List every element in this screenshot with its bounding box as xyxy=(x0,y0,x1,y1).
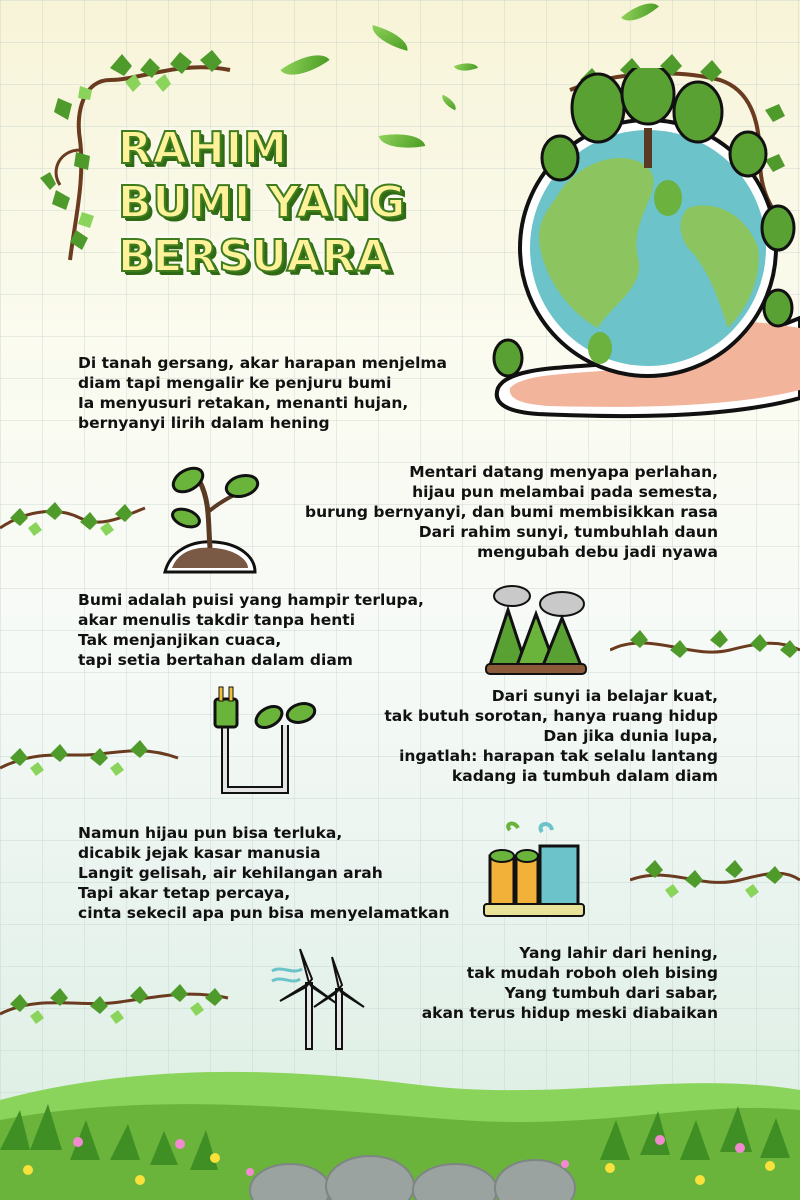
stanza-line: akar menulis takdir tanpa henti xyxy=(78,611,356,629)
sprout-in-soil-icon xyxy=(160,462,260,577)
stanza-line: mengubah debu jadi nyawa xyxy=(477,543,718,561)
globe-in-hand-icon xyxy=(478,68,800,420)
stanza-line: Dari rahim sunyi, tumbuhlah daun xyxy=(418,523,718,541)
stanza-line: tak mudah roboh oleh bising xyxy=(466,964,718,982)
stanza-line: cinta sekecil apa pun bisa menyelamatkan xyxy=(78,904,450,922)
floating-leaf-icon xyxy=(369,25,412,51)
factory-with-plants-icon xyxy=(480,820,590,920)
stanza-line: Dari sunyi ia belajar kuat, xyxy=(491,687,718,705)
floating-leaf-icon xyxy=(454,59,478,76)
floating-leaf-icon xyxy=(621,0,659,30)
stanza-5 xyxy=(78,823,450,923)
stanza-4 xyxy=(384,686,718,786)
stanza-line: Namun hijau pun bisa terluka, xyxy=(78,824,343,842)
floating-leaf-icon xyxy=(439,95,459,111)
stanza-3 xyxy=(78,590,424,670)
stanza-line: Di tanah gersang, akar harapan menjelma xyxy=(78,354,448,372)
vine-icon xyxy=(0,728,180,788)
stanza-line: Yang tumbuh dari sabar, xyxy=(504,984,718,1002)
stanza-line: tak butuh sorotan, hanya ruang hidup xyxy=(384,707,718,725)
title-line-3: BERSUARA xyxy=(118,231,392,282)
plug-with-leaves-icon xyxy=(205,685,320,800)
vine-icon xyxy=(630,850,800,910)
stanza-line: kadang ia tumbuh dalam diam xyxy=(451,767,718,785)
grass-landscape-icon xyxy=(0,1040,800,1200)
stanza-2 xyxy=(305,462,718,562)
stanza-line: Tak menjanjikan cuaca, xyxy=(78,631,282,649)
vine-icon xyxy=(610,620,800,680)
vine-icon xyxy=(0,488,150,558)
stanza-line: Mentari datang menyapa perlahan, xyxy=(409,463,718,481)
stanza-line: Bumi adalah puisi yang hampir terlupa, xyxy=(78,591,424,609)
stanza-line: Ia menyusuri retakan, menanti hujan, xyxy=(78,394,409,412)
forest-with-clouds-icon xyxy=(480,580,600,680)
stanza-line: Yang lahir dari hening, xyxy=(519,944,718,962)
stanza-line: akan terus hidup meski diabaikan xyxy=(421,1004,718,1022)
stanza-line: tapi setia bertahan dalam diam xyxy=(78,651,353,669)
stanza-line: Langit gelisah, air kehilangan arah xyxy=(78,864,383,882)
stanza-6 xyxy=(422,943,718,1023)
stanza-line: hijau pun melambai pada semesta, xyxy=(412,483,718,501)
vine-icon xyxy=(0,968,230,1038)
title-line-2: BUMI YANG xyxy=(118,177,407,228)
stanza-1 xyxy=(78,353,447,433)
title-line-1: RAHIM xyxy=(118,123,288,174)
floating-leaf-icon xyxy=(280,44,329,87)
stanza-line: burung bernyanyi, dan bumi membisikkan rasa xyxy=(305,503,718,521)
stanza-line: dicabik jejak kasar manusia xyxy=(78,844,321,862)
poster-title xyxy=(118,122,406,284)
stanza-line: bernyanyi lirih dalam hening xyxy=(78,414,330,432)
stanza-line: diam tapi mengalir ke penjuru bumi xyxy=(78,374,392,392)
wind-turbines-icon xyxy=(270,945,370,1055)
stanza-line: ingatlah: harapan tak selalu lantang xyxy=(399,747,718,765)
stanza-line: Dan jika dunia lupa, xyxy=(543,727,718,745)
stanza-line: Tapi akar tetap percaya, xyxy=(78,884,291,902)
